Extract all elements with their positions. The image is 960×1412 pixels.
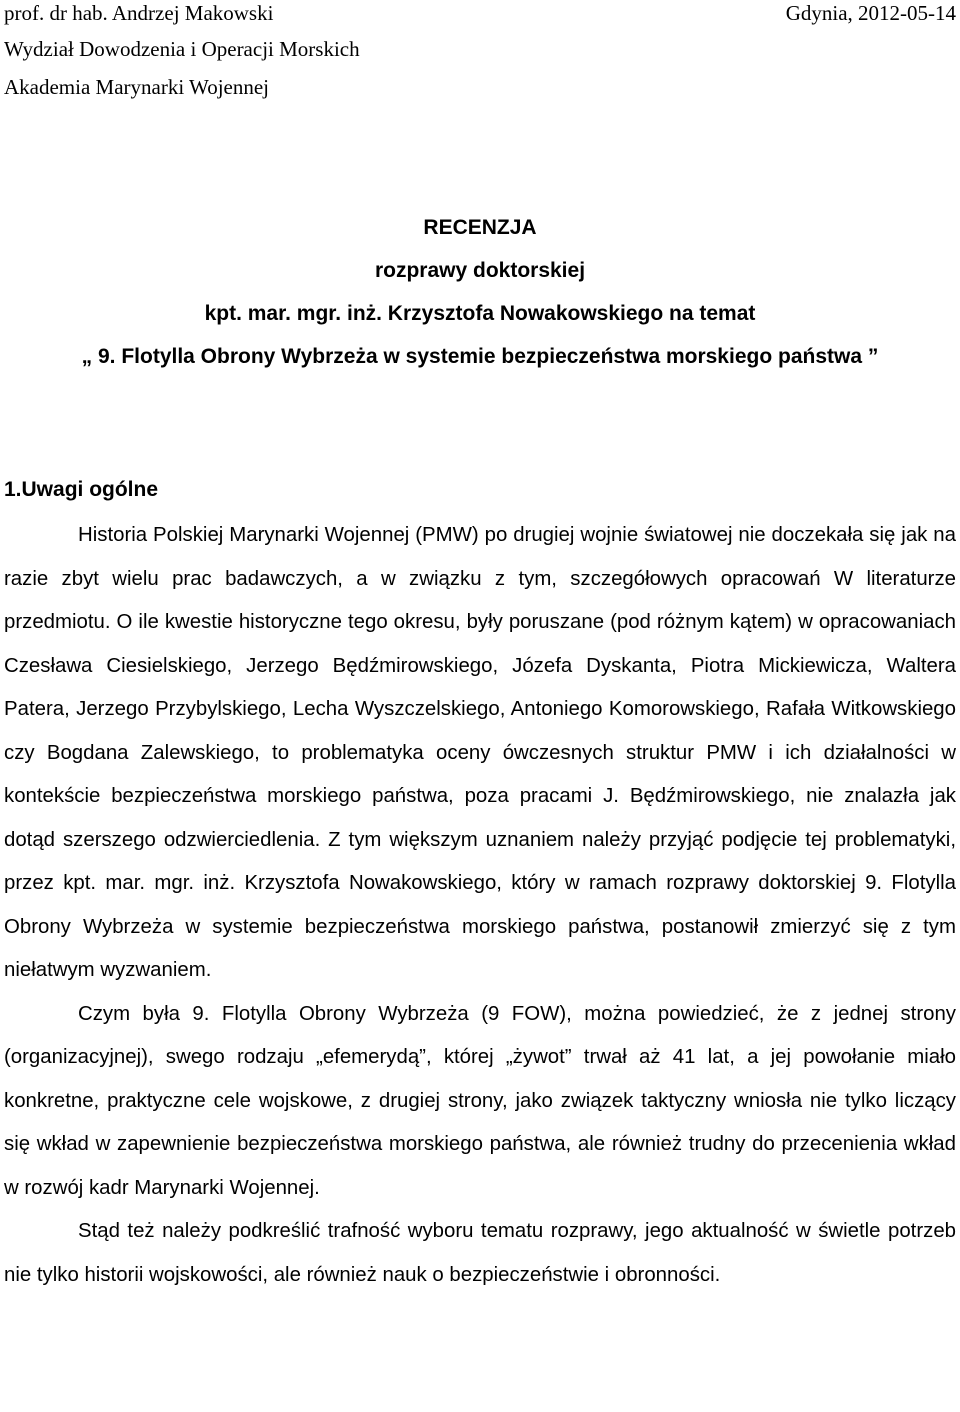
document-subtitle: rozprawy doktorskiej — [374, 259, 586, 282]
candidate-line: kpt. mar. mgr. inż. Krzysztofa Nowakowskiego na temat — [204, 302, 756, 325]
document-title: RECENZJA — [423, 216, 537, 239]
thesis-topic: „ 9. Flotylla Obrony Wybrzeża w systemie bezpieczeństwa morskiego państwa ” — [81, 345, 879, 368]
reviewer-name: prof. dr hab. Andrzej Makowski — [4, 1, 274, 25]
header-row — [4, 0, 956, 36]
paragraph: Stąd też należy podkreślić trafność wyboru tematu rozprawy, jego aktualność w świetle potrzeb nie tylko historii wojskowości, ale również nauk o bezpieczeństwie i obronności. — [4, 1220, 956, 1286]
section-body — [4, 514, 956, 1297]
place-date: Gdynia, 2012-05-14 — [785, 1, 956, 25]
review-document — [4, 0, 956, 1286]
academy-name: Akademia Marynarki Wojennej — [4, 75, 270, 99]
paragraph: Historia Polskiej Marynarki Wojennej (PMW) po drugiej wojnie światowej nie doczekała się jak na razie zbyt wielu prac badawczych, a w związku z tym, szczegółowych opracowań W literaturze przedmiotu. O ile kwestie historyczne tego okresu, były poruszane (pod różnym kątem) w opracowaniach Czesława Ciesielskiego, Jerzego Będźmirowskiego, Józefa Dyskanta, Piotra Mickiewicza, Waltera Patera, Jerzego Przybylskiego, Lecha Wyszczelskiego, Antoniego Komorowskiego, Rafała Witkowskiego czy Bogdana Zalewskiego, to problematyka oceny ówczesnych struktur PMW i ich działalności w kontekście bezpieczeństwa morskiego państwa, poza pracami J. Będźmirowskiego, nie znalazła jak dotąd szerszego odzwierciedlenia. Z tym większym uznaniem należy przyjąć podjęcie tej problematyki, przez kpt. mar. mgr. inż. Krzysztofa Nowakowskiego, który w ramach rozprawy doktorskiej 9. Flotylla Obrony Wybrzeża w systemie bezpieczeństwa morskiego państwa, postanowił zmierzyć się z tym niełatwym wyzwaniem. — [4, 524, 956, 981]
section-heading: 1.Uwagi ogólne — [4, 478, 159, 501]
title-block — [4, 210, 956, 382]
faculty-name: Wydział Dowodzenia i Operacji Morskich — [4, 37, 360, 61]
paragraph: Czym była 9. Flotylla Obrony Wybrzeża (9 FOW), można powiedzieć, że z jednej strony (organizacyjnej), swego rodzaju „efemerydą”, której „żywot” trwał aż 41 lat, a jej powołanie miało konkretne, praktyczne cele wojskowe, z drugiej strony, jako związek taktyczny wniosła nie tylko liczący się wkład w zapewnienie bezpieczeństwa morskiego państwa, ale również trudny do przecenienia wkład w rozwój kadr Marynarki Wojennej. — [4, 1002, 956, 1199]
